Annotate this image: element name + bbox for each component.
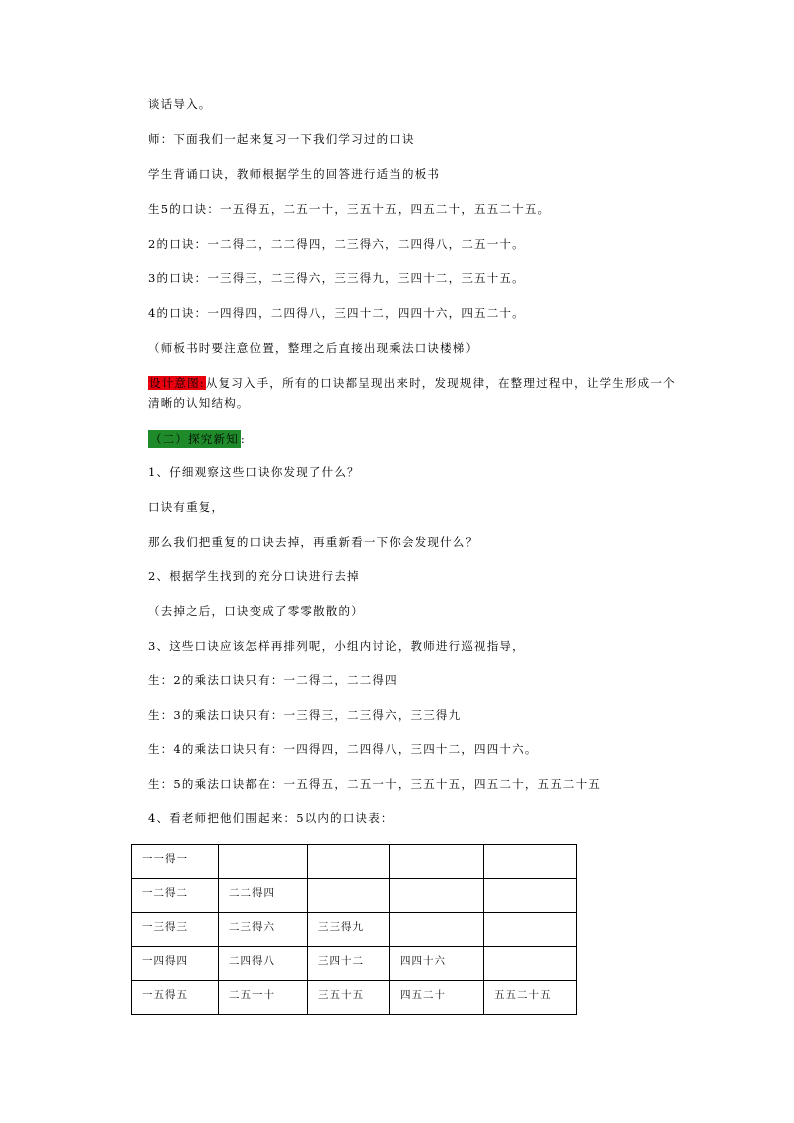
- text-line: 生5的口诀：一五得五，二五一十，三五十五，四五二十，五五二十五。: [148, 202, 551, 216]
- table-cell: 二二得四: [219, 879, 308, 913]
- table-cell: [308, 879, 390, 913]
- table-cell: 一五得五: [132, 981, 219, 1015]
- table-cell: [219, 845, 308, 879]
- table-cell: 二三得六: [219, 913, 308, 947]
- table-cell: 三三得九: [308, 913, 390, 947]
- section-heading: [148, 430, 246, 448]
- table-cell: 三四十二: [308, 947, 390, 981]
- table-cell: 三五十五: [308, 981, 390, 1015]
- text-line: 学生背诵口诀，教师根据学生的回答进行适当的板书: [148, 167, 441, 181]
- text-line: 4、看老师把他们围起来：5以内的口诀表：: [148, 811, 394, 825]
- table-cell: 一四得四: [132, 947, 219, 981]
- table-row: [132, 913, 577, 947]
- text-line: 生：4的乘法口诀只有：一四得四，二四得八，三四十二，四四十六。: [148, 742, 538, 756]
- text-line: 4的口诀：一四得四，二四得八，三四十二，四四十六，四五二十。: [148, 306, 525, 320]
- table-cell: 一一得一: [132, 845, 219, 879]
- table-cell: 二四得八: [219, 947, 308, 981]
- text-line: （去掉之后，口诀变成了零零散散的）: [148, 604, 364, 618]
- table-cell: [484, 913, 577, 947]
- text-line: 谈话导入。: [148, 97, 212, 111]
- table-cell: 四五二十: [390, 981, 484, 1015]
- table-cell: [484, 947, 577, 981]
- table-cell: 二五一十: [219, 981, 308, 1015]
- text-line: 2的口诀：一二得二，二二得四，二三得六，二四得八，二五一十。: [148, 237, 525, 251]
- table-cell: [390, 913, 484, 947]
- text-line: 3、这些口诀应该怎样再排列呢，小组内讨论，教师进行巡视指导，: [148, 639, 525, 653]
- table-row: [132, 981, 577, 1015]
- text-line: 师：下面我们一起来复习一下我们学习过的口诀: [148, 132, 415, 146]
- table-row: [132, 879, 577, 913]
- table-cell: [308, 845, 390, 879]
- text-line: 生：3的乘法口诀只有：一三得三，二三得六，三三得九: [148, 708, 462, 722]
- text-line: 那么我们把重复的口诀去掉，再重新看一下你会发现什么？: [148, 535, 479, 549]
- section-suffix: :: [240, 432, 246, 446]
- text-line: 口诀有重复，: [148, 500, 225, 514]
- table-cell: [484, 879, 577, 913]
- multiplication-table: [131, 844, 577, 1015]
- design-intent-text: 从复习入手，所有的口诀都呈现出来时，发现规律，在整理过程中，让学生形成一个清晰的认知结构。: [148, 376, 676, 410]
- text-line: 3的口诀：一三得三，二三得六，三三得九，三四十二，三五十五。: [148, 271, 525, 285]
- design-intent-label: 设计意图:: [149, 376, 205, 390]
- text-line: 生：2的乘法口诀只有：一二得二，二二得四: [148, 673, 398, 687]
- table-cell: 四四十六: [390, 947, 484, 981]
- table-cell: 五五二十五: [484, 981, 577, 1015]
- text-line: 生：5的乘法口诀都在：一五得五，二五一十，三五十五，四五二十，五五二十五: [148, 777, 602, 791]
- table-row: [132, 947, 577, 981]
- table-cell: [390, 879, 484, 913]
- text-line: 1、仔细观察这些口诀你发现了什么？: [148, 465, 360, 479]
- table-cell: [390, 845, 484, 879]
- text-line: 2、根据学生找到的充分口诀进行去掉: [148, 569, 360, 583]
- table-cell: 一三得三: [132, 913, 219, 947]
- table-row: [132, 845, 577, 879]
- table-cell: [484, 845, 577, 879]
- table-cell: 一二得二: [132, 879, 219, 913]
- text-line: （师板书时要注意位置，整理之后直接出现乘法口诀楼梯）: [148, 341, 479, 355]
- section-label: （二）探究新知: [150, 432, 239, 446]
- design-intent-paragraph: [148, 373, 678, 413]
